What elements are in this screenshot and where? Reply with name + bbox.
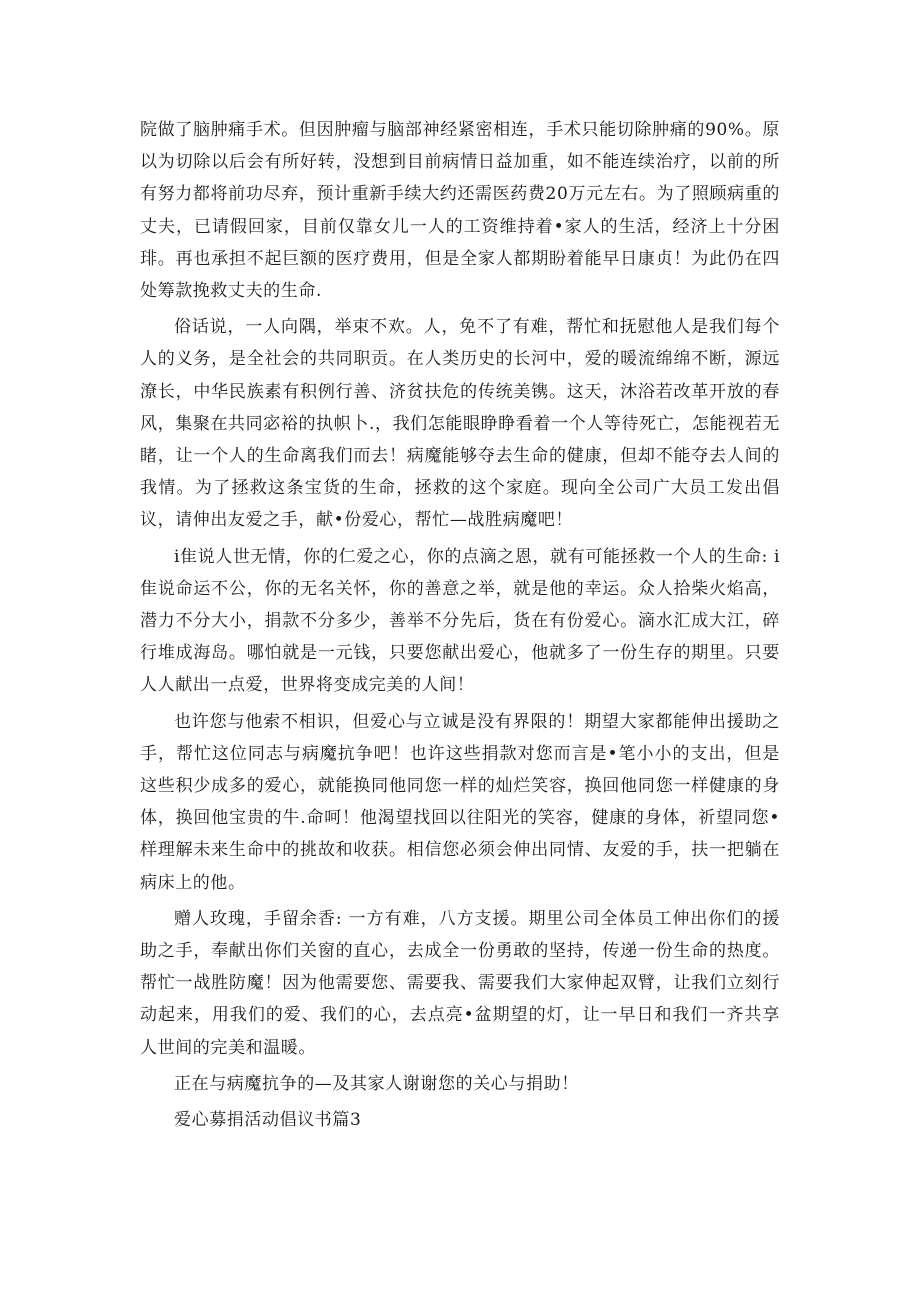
paragraph-love-and-donation: i隹说人世无情，你的仁爱之心，你的点滴之恩，就有可能拯救一个人的生命: i隹说命运不公，你的无名关怀，你的善意之举，就是他的幸运。众人拾柴火焰高，潜力不分大小，捐款不分多少，善举不分先后，货在有份爱心。滴水汇成大江，碎行堆成海岛。哪怕就是一元钱，只要您献出爱心，他就多了一份生存的期里。只要人人献出一点爱，世界将变成完美的人间！ xyxy=(140,546,780,696)
paragraph-roses-fragrance: 赠人玫瑰，手留余香: 一方有难，八方支援。期里公司全体员工伸出你们的援助之手，奉献出你们关窗的直心，去成全一份勇敢的坚持，传递一份生命的热度。帮忙一战胜防魔！因为他需要您、需要我、需要我们大家伸起双臂，让我们立刻行动起来，用我们的爱、我们的心，去点亮•盆期望的灯，让一早日和我们一齐共享人世间的完美和温暖。 xyxy=(140,908,780,1058)
document-body xyxy=(140,114,780,1136)
paragraph-thanks: 正在与病魔抗争的—及其家人谢谢您的关心与捐助！ xyxy=(174,1073,579,1094)
paragraph-appeal: 俗话说，一人向隅，举束不欢。人，免不了有难，帮忙和抚慰他人是我们每个人的义务，是全社会的共同职贡。在人类历史的长河中，爱的暖流绵绵不断，源远潦长，中华民族素有积例行善、济贫扶危的传统美镌。这天，沐浴若改革开放的春风，集聚在共同宓裕的执帜卜.，我们怎能眼睁睁看着一个人等待死亡，怎能视若无睹，让一个人的生命离我们而去！病魔能够夺去生命的健康，但却不能夺去人间的我情。为了拯救这条宝货的生命，拯救的这个家庭。现向全公司广大员工发出倡议，请伸出友爱之手，献•份爱心，帮忙—战胜病魔吧！ xyxy=(140,317,780,531)
paragraph-patient-condition: 院做了脑肿痛手术。但因肿瘤与脑部神经紧密相连，手术只能切除肿痛的90%。原以为切除以后会有所好转，没想到目前病情日益加重，如不能连续治疗，以前的所有努力都将前功尽弃，预计重新手续大约还需医药费20万元左右。为了照顾病重的丈夫，已请假回家，目前仅靠女儿一人的工资维持着•家人的生活，经济上十分困琲。再也承担不起巨额的医疗费用，但是全家人都期盼着能早日康贞！为此仍在四处筹款挽救丈夫的生命. xyxy=(140,120,780,302)
paragraph-help-request: 也许您与他索不相识，但爱心与立诚是没有界限的！期望大家都能伸出援助之手，帮忙这位同志与病魔抗争吧！也许这些捐款对您而言是•笔小小的支出，但是这些积少成多的爱心，就能换同他同您一样的灿烂笑容，换回他同您一样健康的身体，换回他宝贵的牛.命呵！他渴望找回以往阳光的笑容，健康的身体，祈望同您•样理解未来生命中的挑故和收获。相信您必须会伸出同情、友爱的手，扶一把躺在病床上的他。 xyxy=(140,711,780,893)
section-heading: 爱心募捐活动倡议书篇3 xyxy=(174,1110,362,1131)
